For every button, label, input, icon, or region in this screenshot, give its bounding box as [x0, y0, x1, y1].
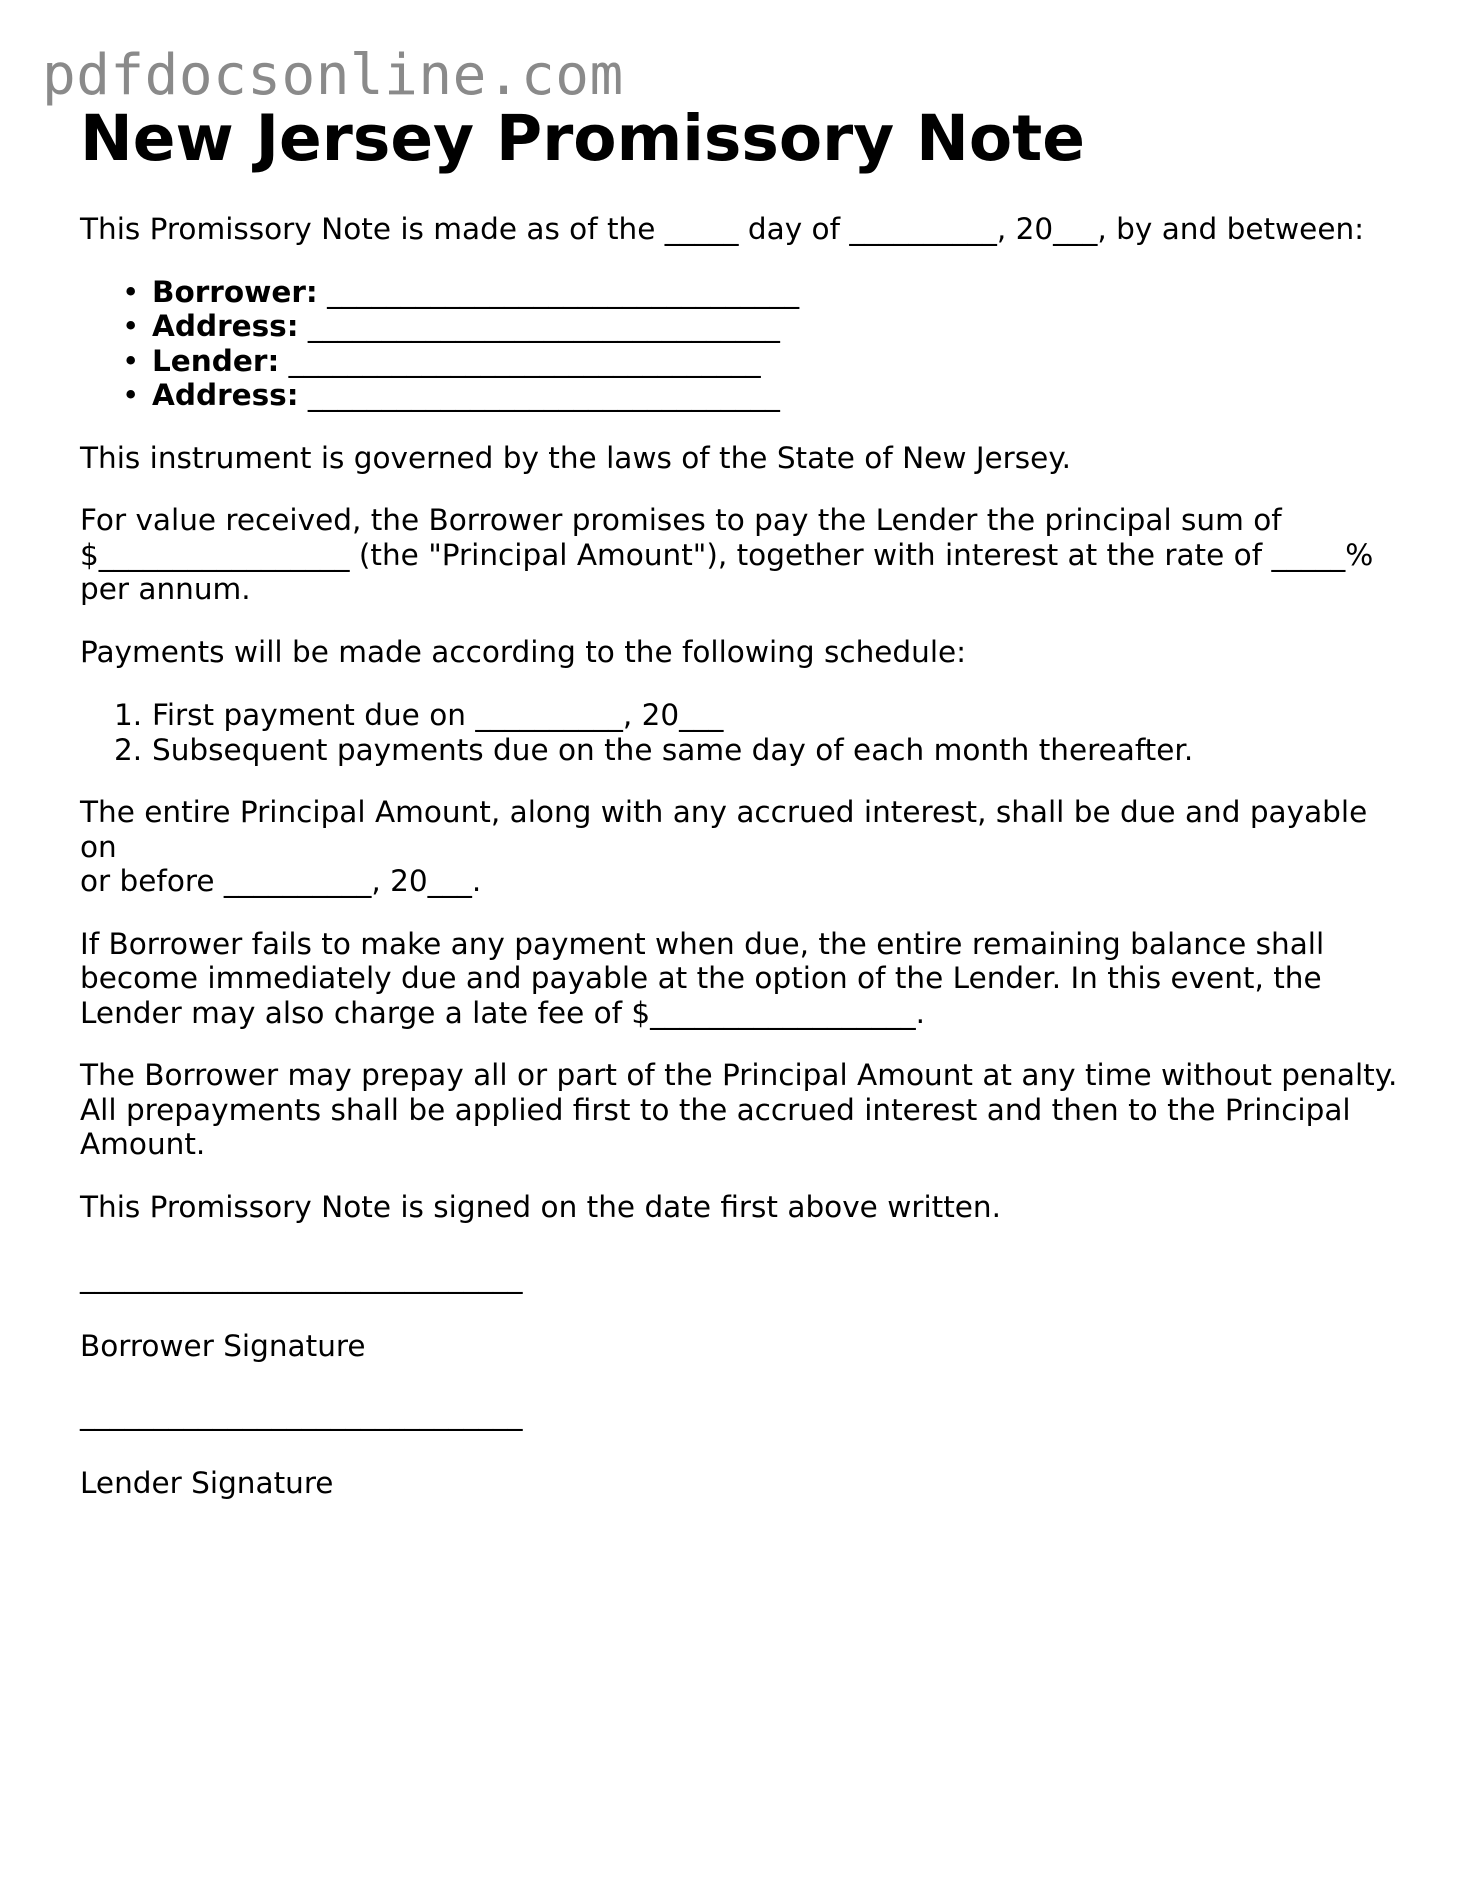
list-number: 1. — [114, 698, 143, 732]
party-label: Lender: — [152, 343, 280, 378]
list-item — [122, 274, 1400, 310]
governing-law-paragraph: This instrument is governed by the laws of the State of New Jersey. — [80, 440, 1071, 475]
schedule-intro: Payments will be made according to the following schedule: — [80, 634, 967, 669]
list-item — [114, 698, 1400, 733]
due-date-paragraph: The entire Principal Amount, along with any accrued interest, shall be due and payable on or before __________, 20___. — [80, 795, 1368, 898]
bullet-icon: • — [122, 378, 140, 412]
list-item — [122, 309, 1400, 344]
page-title: New Jersey Promissory Note — [80, 102, 1086, 175]
schedule-text: First payment due on __________, 20___ — [152, 698, 724, 732]
bullet-icon: • — [122, 309, 140, 343]
schedule-list — [80, 698, 1400, 767]
bullet-icon: • — [122, 343, 140, 378]
party-label: Borrower: — [152, 274, 318, 309]
list-item — [114, 732, 1400, 768]
party-blank: ________________________________ — [317, 274, 800, 309]
prepayment-paragraph: The Borrower may prepay all or part of the Principal Amount at any time without penalty. All prepayments shall be applied first to the accrued interest and then to the Principal Amount. — [80, 1058, 1398, 1161]
party-blank: ________________________________ — [298, 309, 780, 343]
list-number: 2. — [114, 732, 143, 767]
list-item — [122, 378, 1400, 413]
intro-paragraph: This Promissory Note is made as of the _____ day of __________, 20___, by and between: — [80, 212, 1365, 246]
party-label: Address: — [152, 309, 299, 343]
watermark: pdfdocsonline.com — [42, 43, 624, 108]
borrower-signature-label: Borrower Signature — [80, 1328, 366, 1363]
party-blank: ________________________________ — [279, 343, 761, 378]
document-body — [80, 100, 1400, 1500]
party-blank: ________________________________ — [298, 378, 780, 412]
lender-signature-label: Lender Signature — [80, 1465, 334, 1500]
borrower-signature-line: ______________________________ — [80, 1260, 523, 1294]
list-item — [122, 343, 1400, 379]
signed-paragraph: This Promissory Note is signed on the date first above written. — [80, 1189, 1002, 1224]
principal-paragraph: For value received, the Borrower promises to pay the Lender the principal sum of $_________________ (the "Principal Amount"), together with interest at the rate of _____% per annum. — [80, 503, 1374, 606]
parties-list — [80, 275, 1400, 413]
bullet-icon: • — [122, 274, 140, 309]
schedule-text: Subsequent payments due on the same day of each month thereafter. — [152, 732, 1194, 767]
party-label: Address: — [152, 378, 299, 412]
default-paragraph: If Borrower fails to make any payment when due, the entire remaining balance shall become immediately due and payable at the option of the Lender. In this event, the Lender may also charge a late fee of $__________________. — [80, 926, 1325, 1030]
lender-signature-line: ______________________________ — [80, 1397, 523, 1431]
